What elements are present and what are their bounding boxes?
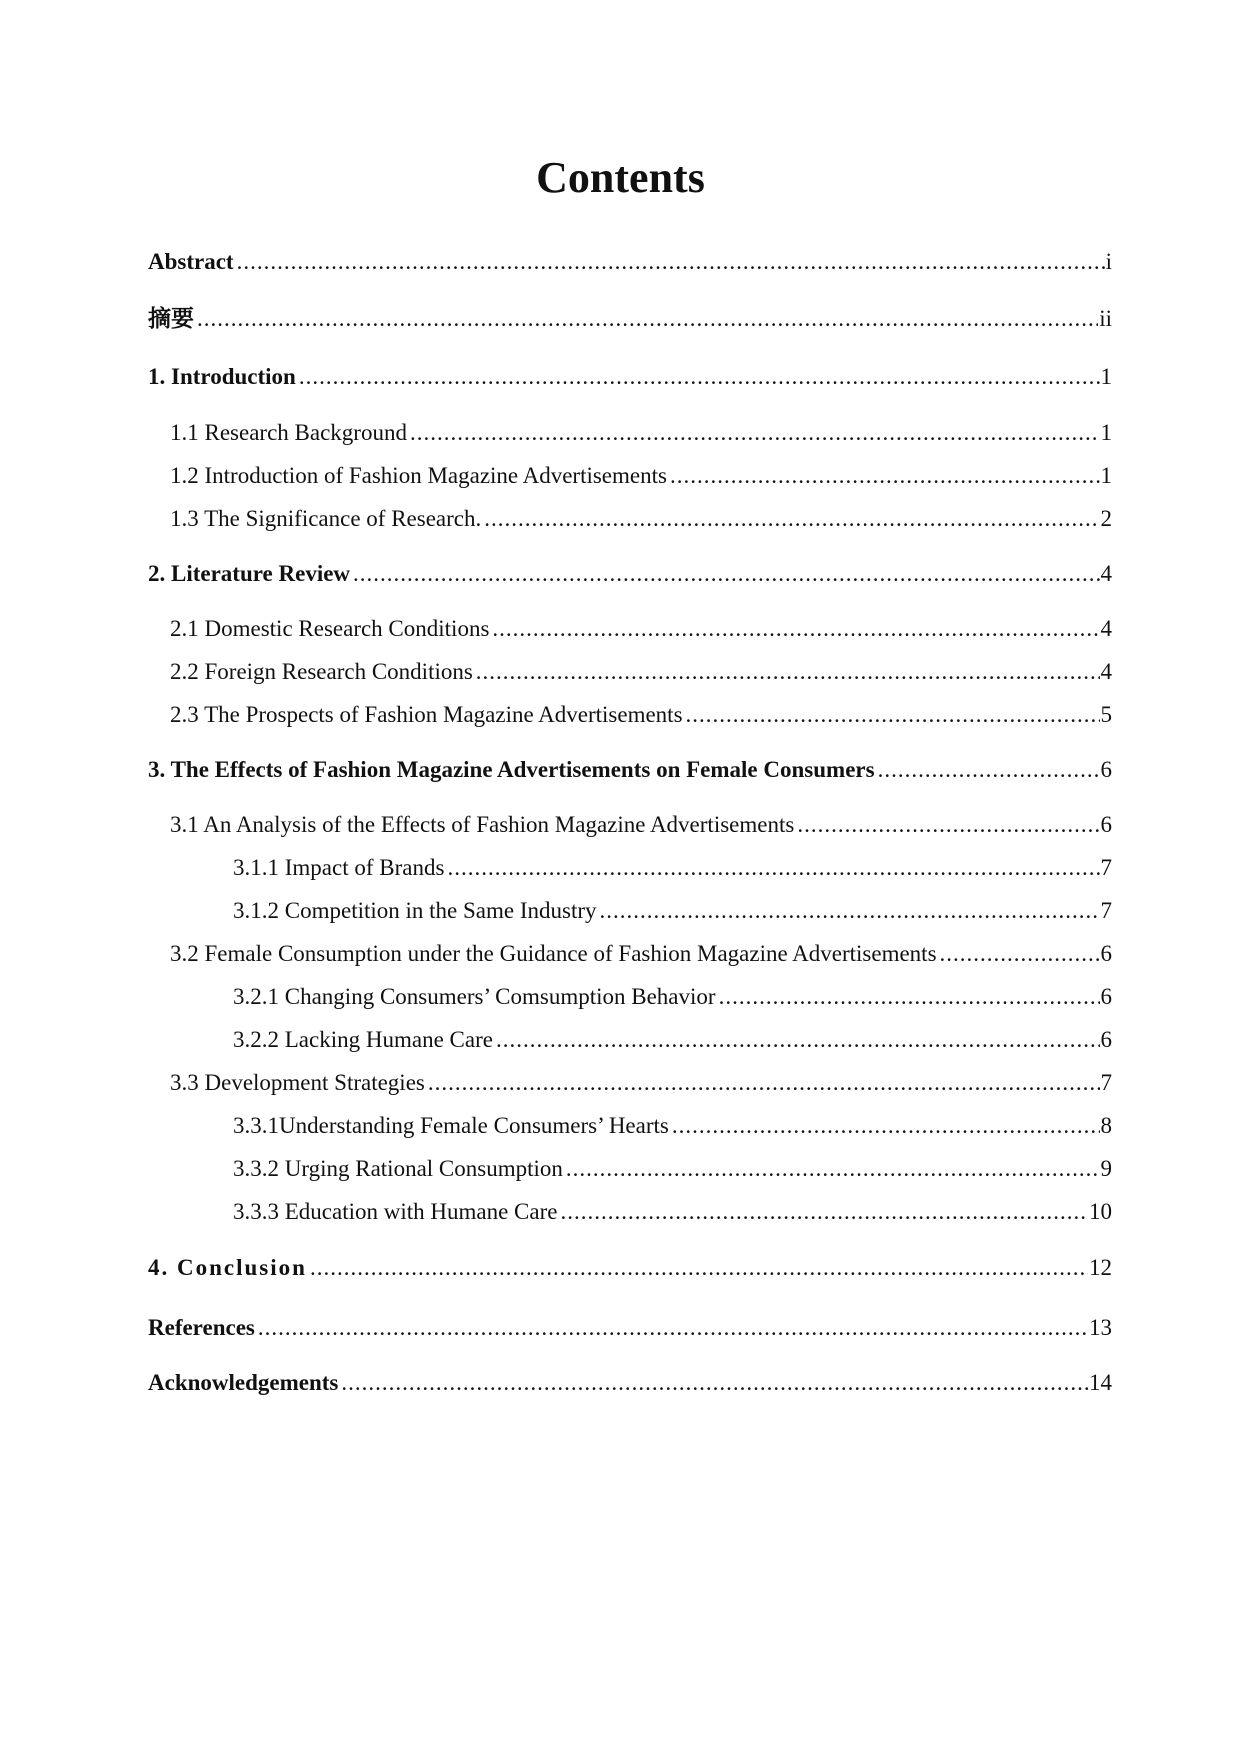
dot-leader: [341, 1368, 1088, 1398]
toc-entry-label: 3.3 Development Strategies: [170, 1070, 425, 1095]
toc-page-number: 7: [1100, 898, 1112, 923]
toc-page-number: 6: [1100, 941, 1112, 966]
dot-leader: [447, 853, 1099, 883]
dot-leader: [410, 418, 1100, 448]
toc-entry-label: Acknowledgements: [148, 1370, 339, 1395]
toc-page-number: 5: [1100, 702, 1112, 727]
toc-entry-understanding-female-consumers[interactable]: [233, 1111, 1112, 1141]
toc-page-number: 6: [1100, 812, 1112, 837]
toc-entry-conclusion[interactable]: [148, 1253, 1112, 1283]
toc-entry-urging-rational-consumption[interactable]: [233, 1154, 1112, 1184]
toc-entry-label: 3. The Effects of Fashion Magazine Advertisements on Female Consumers: [148, 757, 875, 782]
toc-entry-significance-of-research[interactable]: [170, 504, 1112, 534]
dot-leader: [353, 559, 1099, 589]
toc-entry-label: 1.3 The Significance of Research.: [170, 506, 482, 531]
toc-page-number: 9: [1100, 1156, 1112, 1181]
toc-page-number: 6: [1100, 984, 1112, 1009]
toc-entry-analysis-of-effects[interactable]: [170, 810, 1112, 840]
toc-entry-label: 2.3 The Prospects of Fashion Magazine Advertisements: [170, 702, 683, 727]
dot-leader: [878, 755, 1100, 785]
toc-entry-label: References: [148, 1315, 255, 1340]
toc-entry-label: 摘要: [148, 306, 194, 331]
toc-page-number: 7: [1100, 1070, 1112, 1095]
toc-entry-label: 3.3.2 Urging Rational Consumption: [233, 1156, 563, 1181]
toc-page-number: 2: [1100, 506, 1112, 531]
dot-leader: [492, 614, 1099, 644]
toc-entry-label: 3.2 Female Consumption under the Guidance of Fashion Magazine Advertisements: [170, 941, 937, 966]
toc-entry-label: 3.2.1 Changing Consumers’ Comsumption Behavior: [233, 984, 716, 1009]
toc-page-number: 14: [1089, 1370, 1112, 1395]
toc-page-number: i: [1105, 249, 1112, 274]
toc-entry-literature-review[interactable]: [148, 559, 1112, 589]
dot-leader: [197, 304, 1098, 334]
toc-entry-label: 4. Conclusion: [148, 1255, 307, 1280]
dot-leader: [797, 810, 1099, 840]
toc-page-number: 13: [1089, 1315, 1112, 1340]
dot-leader: [299, 362, 1100, 392]
dot-leader: [719, 982, 1100, 1012]
toc-page-number: 6: [1100, 1027, 1112, 1052]
toc-page-number: 10: [1089, 1199, 1112, 1224]
dot-leader: [566, 1154, 1100, 1184]
toc-entry-competition-in-same-industry[interactable]: [233, 896, 1112, 926]
toc-entry-label: 2. Literature Review: [148, 561, 351, 586]
toc-page-number: 1: [1100, 463, 1112, 488]
toc-entry-female-consumption-under-guidance[interactable]: [170, 939, 1112, 969]
dot-leader: [484, 504, 1099, 534]
dot-leader: [560, 1197, 1088, 1227]
dot-leader: [686, 700, 1100, 730]
toc-entry-introduction-of-fashion-magazine-ads[interactable]: [170, 461, 1112, 491]
toc-page-number: 7: [1100, 855, 1112, 880]
toc-entry-label: 3.2.2 Lacking Humane Care: [233, 1027, 493, 1052]
page-title: Contents: [536, 153, 705, 202]
toc-page-number: 6: [1100, 757, 1112, 782]
toc-page-number: 1: [1100, 420, 1112, 445]
toc-entry-label: 1. Introduction: [148, 364, 296, 389]
toc-entry-label: 2.1 Domestic Research Conditions: [170, 616, 490, 641]
toc-entry-lacking-humane-care[interactable]: [233, 1025, 1112, 1055]
dot-leader: [496, 1025, 1100, 1055]
dot-leader: [940, 939, 1100, 969]
toc-entry-education-with-humane-care[interactable]: [233, 1197, 1112, 1227]
toc-entry-label: 3.3.1Understanding Female Consumers’ Hearts: [233, 1113, 669, 1138]
toc-page-number: ii: [1099, 306, 1112, 331]
dot-leader: [672, 1111, 1100, 1141]
toc-entry-label: 3.1.2 Competition in the Same Industry: [233, 898, 597, 923]
toc-entry-label: 1.2 Introduction of Fashion Magazine Advertisements: [170, 463, 667, 488]
toc-entry-prospects-of-fashion-magazine-ads[interactable]: [170, 700, 1112, 730]
toc-entry-chinese-abstract[interactable]: [148, 304, 1112, 334]
toc-page-number: 4: [1100, 616, 1112, 641]
toc-page-number: 4: [1100, 659, 1112, 684]
toc-entry-label: 1.1 Research Background: [170, 420, 407, 445]
toc-entry-domestic-research-conditions[interactable]: [170, 614, 1112, 644]
dot-leader: [670, 461, 1100, 491]
toc-entry-label: Abstract: [148, 249, 234, 274]
toc-entry-research-background[interactable]: [170, 418, 1112, 448]
toc-page-number: 12: [1089, 1255, 1112, 1280]
dot-leader: [310, 1253, 1088, 1283]
dot-leader: [476, 657, 1100, 687]
dot-leader: [237, 247, 1105, 277]
toc-entry-introduction[interactable]: [148, 362, 1112, 392]
toc-entry-effects-on-female-consumers[interactable]: [148, 755, 1112, 785]
dot-leader: [428, 1068, 1100, 1098]
toc-entry-label: 3.3.3 Education with Humane Care: [233, 1199, 558, 1224]
toc-page-number: 8: [1100, 1113, 1112, 1138]
toc-entry-references[interactable]: [148, 1313, 1112, 1343]
toc-entry-development-strategies[interactable]: [170, 1068, 1112, 1098]
toc-entry-label: 3.1 An Analysis of the Effects of Fashion Magazine Advertisements: [170, 812, 795, 837]
toc-entry-label: 2.2 Foreign Research Conditions: [170, 659, 473, 684]
toc-entry-acknowledgements[interactable]: [148, 1368, 1112, 1398]
dot-leader: [600, 896, 1100, 926]
toc-entry-changing-consumption-behavior[interactable]: [233, 982, 1112, 1012]
toc-entry-abstract[interactable]: [148, 247, 1112, 277]
toc-entry-label: 3.1.1 Impact of Brands: [233, 855, 445, 880]
toc-entry-impact-of-brands[interactable]: [233, 853, 1112, 883]
toc-page-number: 1: [1100, 364, 1112, 389]
toc-entry-foreign-research-conditions[interactable]: [170, 657, 1112, 687]
dot-leader: [258, 1313, 1088, 1343]
toc-page-number: 4: [1100, 561, 1112, 586]
